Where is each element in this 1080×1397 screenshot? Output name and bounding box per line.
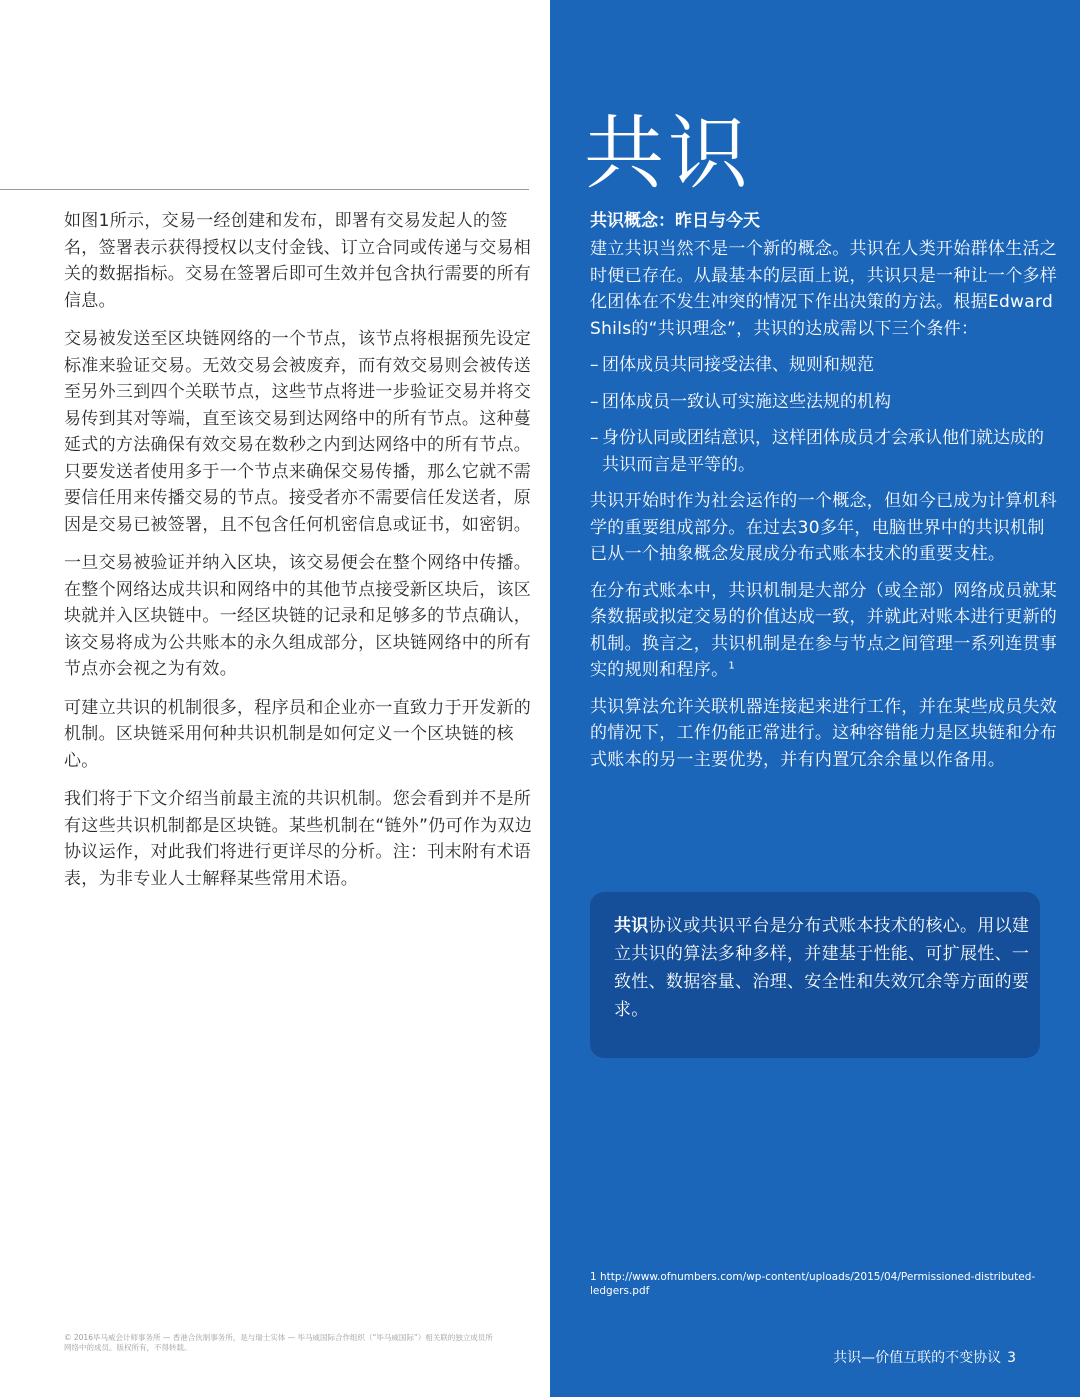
page-title: 共识 (584, 107, 752, 200)
footer-title: 共识—价值互联的不变协议 (833, 1350, 1002, 1366)
callout-text (614, 912, 1040, 1024)
paragraph-fault-tolerance: 共识算法允许关联机器连接起来进行工作，并在某些成员失效的情况下，工作仍能正常进行。这种容错能力是区块链和分布式账本的另一主要优势，并有内置冗余余量以作备用。 (590, 696, 1058, 770)
section-heading: 共识概念：昨日与今天 (590, 211, 760, 231)
paragraph-consensus-intro: 建立共识当然不是一个新的概念。共识在人类开始群体生活之时便已存在。从最基本的层面上说，共识只是一种让一个多样化团体在不发生冲突的情况下作出决策的方法。根据Edward Shils的“共识理念”，共识的达成需以下三个条件： (590, 239, 1071, 339)
paragraph-distributed-ledger (590, 578, 1060, 684)
section-divider (0, 189, 529, 190)
paragraph-block-inclusion: 一旦交易被验证并纳入区块，该交易便会在整个网络中传播。在整个网络达成共识和网络中的其他节点接受新区块后，该区块就并入区块链中。一经区块链的记录和足够多的节点确认，该交易将成为公共账本的永久组成部分，区块链网络中的所有节点亦会视之为有效。 (64, 553, 532, 679)
callout-keyword: 共识 (614, 916, 649, 936)
right-column-panel (550, 0, 1080, 1397)
right-body-text (590, 208, 1071, 783)
copyright-notice: © 2016毕马威会计师事务所 — 香港合伙制事务所，是与瑞士实体 — 毕马威国际合作组织（“毕马威国际”）相关联的独立成员所网络中的成员。版权所有，不得转载。 (64, 1333, 493, 1352)
condition-text: 团体成员共同接受法律、规则和规范 (602, 355, 874, 375)
footnote-link[interactable]: 1 http://www.ofnumbers.com/wp-content/uploads/2015/04/Permissioned-distributed-ledgers.pdf (590, 1271, 1036, 1297)
list-item (590, 425, 1060, 478)
left-body-text (64, 208, 532, 904)
page-footer (833, 1349, 1016, 1367)
paragraph-introduction-note: 我们将于下文介绍当前最主流的共识机制。您会看到并不是所有这些共识机制都是区块链。某些机制在“链外”仍可作为双边协议运作，对此我们将进行更详尽的分析。注：刊末附有术语表，为非专业人士解释某些常用术语。 (64, 789, 533, 889)
dash-bullet: – (590, 428, 599, 448)
paragraph-node-propagation: 交易被发送至区块链网络的一个节点，该节点将根据预先设定标准来验证交易。无效交易会被废弃，而有效交易则会被传送至另外三到四个关联节点，这些节点将进一步验证交易并将交易传到其对等端，直至该交易到达网络中的所有节点。这种蔓延式的方法确保有效交易在数秒之内到达网络中的所有节点。只要发送者使用多于一个节点来确保交易传播，那么它就不需要信任用来传播交易的节点。接受者亦不需要信任发送者，原因是交易已被签署，且不包含任何机密信息或证书，如密钥。 (64, 329, 532, 535)
page-number: 3 (1007, 1350, 1016, 1366)
conditions-list (590, 352, 1060, 478)
paragraph-computer-science: 共识开始时作为社会运作的一个概念，但如今已成为计算机科学的重要组成部分。在过去30多年，电脑世界中的共识机制已从一个抽象概念发展成分布式账本技术的重要支柱。 (590, 491, 1058, 564)
footnote-marker: 1 (728, 660, 736, 672)
paragraph-transaction-signing: 如图1所示，交易一经创建和发布，即署有交易发起人的签名，签署表示获得授权以支付金钱、订立合同或传递与交易相关的数据指标。交易在签署后即可生效并包含执行需要的所有信息。 (64, 211, 532, 311)
callout-body: 协议或共识平台是分布式账本技术的核心。用以建立共识的算法多种多样，并建基于性能、可扩展性、一致性、数据容量、治理、安全性和失效冗余等方面的要求。 (614, 916, 1030, 1020)
list-item (590, 389, 1060, 416)
condition-text: 团体成员一致认可实施这些法规的机构 (602, 391, 891, 412)
callout-box (590, 892, 1040, 1058)
list-item (590, 352, 1060, 379)
paragraph-consensus-mechanisms: 可建立共识的机制很多，程序员和企业亦一直致力于开发新的机制。区块链采用何种共识机制是如何定义一个区块链的核心。 (64, 697, 532, 771)
condition-text: 身份认同或团结意识，这样团体成员才会承认他们就达成的共识而言是平等的。 (602, 428, 1044, 475)
dash-bullet: – (590, 355, 599, 375)
ledger-text: 在分布式账本中，共识机制是大部分（或全部）网络成员就某条数据或拟定交易的价值达成一致，并就此对账本进行更新的机制。换言之，共识机制是在参与节点之间管理一系列连贯事实的规则和程序。 (590, 580, 1058, 680)
dash-bullet: – (590, 391, 599, 412)
